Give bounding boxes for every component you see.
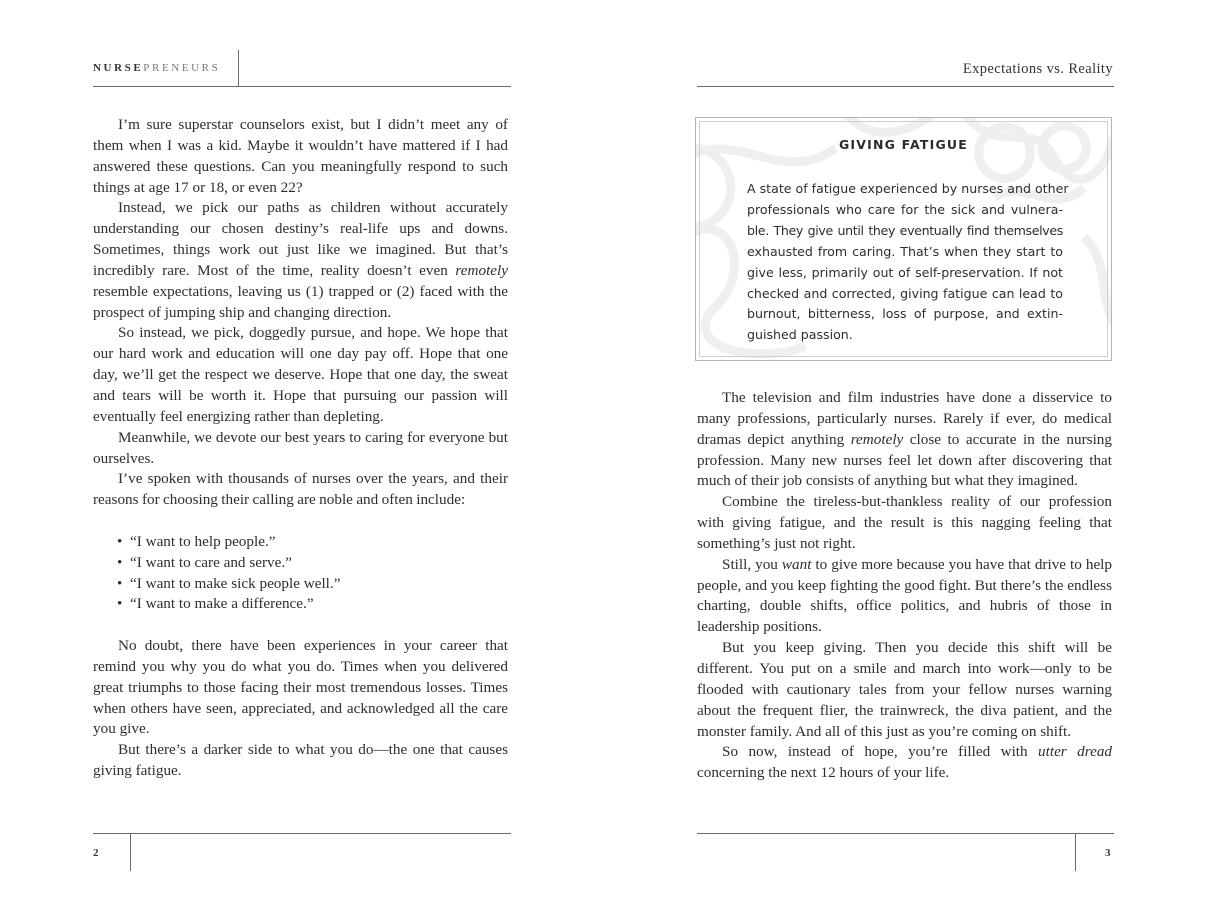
- body-text: [697, 388, 1112, 784]
- list-item: • “I want to help people.”: [117, 532, 508, 553]
- definition-line: checked and corrected, giving fatigue can lead to: [747, 285, 1063, 301]
- emphasis: remotely: [850, 430, 904, 448]
- definition-line: exhausted from caring. That’s when they start to: [747, 243, 1063, 259]
- book-title-bold: NURSE: [93, 62, 144, 74]
- header-divider: [238, 50, 239, 87]
- chapter-title: Expectations vs. Reality: [962, 61, 1113, 77]
- page-number: 3: [1105, 847, 1111, 859]
- page-number: 2: [93, 847, 99, 859]
- right-page: [600, 0, 1205, 900]
- definition-line: ble. They give until they eventually find themselves: [747, 222, 1063, 238]
- definition-line: professionals who care for the sick and vulnera-: [747, 201, 1063, 217]
- definition-line: give less, primarily out of self-preservation. If not: [747, 264, 1063, 280]
- emphasis: utter dread: [1038, 743, 1113, 761]
- footer-divider: [1075, 833, 1076, 871]
- paragraph: No doubt, there have been experiences in your career that remind you why you do what you do. Times when you delivered great triumphs to those facing their most tremendous losses. Times when others have seen, appreciated, and acknowledged all the care you give.: [93, 637, 508, 738]
- emphasis: want: [781, 555, 812, 573]
- book-title: [93, 62, 220, 74]
- paragraph: [93, 198, 508, 323]
- paragraph: But there’s a darker side to what you do—the one that causes giving fatigue.: [93, 741, 508, 780]
- text-span: to give more because you have that drive to help people, and you keep fighting the good fight. But there’s the endless charting, double shifts, office politics, and hubris of those in leadership positions.: [697, 555, 1112, 636]
- paragraph: Combine the tireless-but-thankless reality of our profession with giving fatigue, and the result is this nagging feeling that something’s just not right.: [697, 493, 1112, 552]
- header-rule: [93, 86, 511, 87]
- text-span: resemble expectations, leaving us (1) trapped or (2) faced with the prospect of jumping ship and changing direction.: [93, 282, 508, 321]
- sidebar-title: GIVING FATIGUE: [838, 137, 969, 152]
- text-span: Still, you: [722, 555, 782, 573]
- text-span: close to accurate in the nursing profession. Many new nurses feel let down after discovering that much of their job consists of anything but what they imagined.: [697, 430, 1112, 490]
- body-text: [93, 115, 508, 782]
- definition-line: burnout, bitterness, loss of purpose, and extin-: [747, 306, 1063, 322]
- definition-line: A state of fatigue experienced by nurses and other: [747, 181, 1069, 196]
- reasons-list: [93, 532, 508, 615]
- footer-rule: [93, 833, 511, 834]
- header-rule: [697, 86, 1114, 87]
- paragraph: I’m sure superstar counselors exist, but I didn’t meet any of them when I was a kid. Maybe it wouldn’t have mattered if I had answered these questions. Can you meaningfully respond to such things at age 17 or 18, or even 22?: [93, 116, 508, 196]
- paragraph: [697, 555, 1112, 638]
- paragraph: But you keep giving. Then you decide this shift will be different. You put on a smile and march into work—only to be flooded with cautionary tales from your fellow nurses warning about the frequent flier, the trainwreck, the diva patient, and the monster family. And all of this just as you’re coming on shift.: [697, 639, 1112, 740]
- text-span: concerning the next 12 hours of your life.: [697, 764, 950, 782]
- definition-sidebar: [695, 117, 1112, 361]
- emphasis: remotely: [455, 261, 508, 279]
- list-item: • “I want to care and serve.”: [117, 553, 508, 574]
- sidebar-definition: [747, 179, 1069, 346]
- paragraph: Meanwhile, we devote our best years to caring for everyone but ourselves.: [93, 428, 508, 467]
- book-title-light: PRENEURS: [143, 62, 221, 74]
- paragraph: I’ve spoken with thousands of nurses over the years, and their reasons for choosing their calling are noble and often include:: [93, 470, 508, 509]
- footer-rule: [697, 833, 1114, 834]
- list-item: • “I want to make a difference.”: [117, 594, 508, 615]
- text-span: The television and film industries have done a disservice to many professions, particularly nurses. Rarely if ever, do medical dramas depict anything: [697, 389, 1112, 448]
- footer-divider: [130, 833, 131, 871]
- text-span: Instead, we pick our paths as children without accurately understanding our chosen destiny’s real-life ups and downs. Sometimes, things work out just like we imagined. But that’s incredibly rare. Most of the time, reality doesn’t even: [93, 199, 508, 279]
- list-item: • “I want to make sick people well.”: [117, 574, 508, 595]
- definition-line: guished passion.: [747, 327, 853, 343]
- text-span: So now, instead of hope, you’re filled with: [722, 743, 1039, 761]
- paragraph: [697, 388, 1112, 492]
- left-page: [0, 0, 600, 900]
- paragraph: [697, 742, 1112, 784]
- paragraph: So instead, we pick, doggedly pursue, and hope. We hope that our hard work and education will one day pay off. Hope that one day, we’ll get the respect we deserve. Hope that one day, the sweat and tears will be worth it. Hope that pursuing our passion will eventually feel energizing rather than depleting.: [93, 324, 508, 425]
